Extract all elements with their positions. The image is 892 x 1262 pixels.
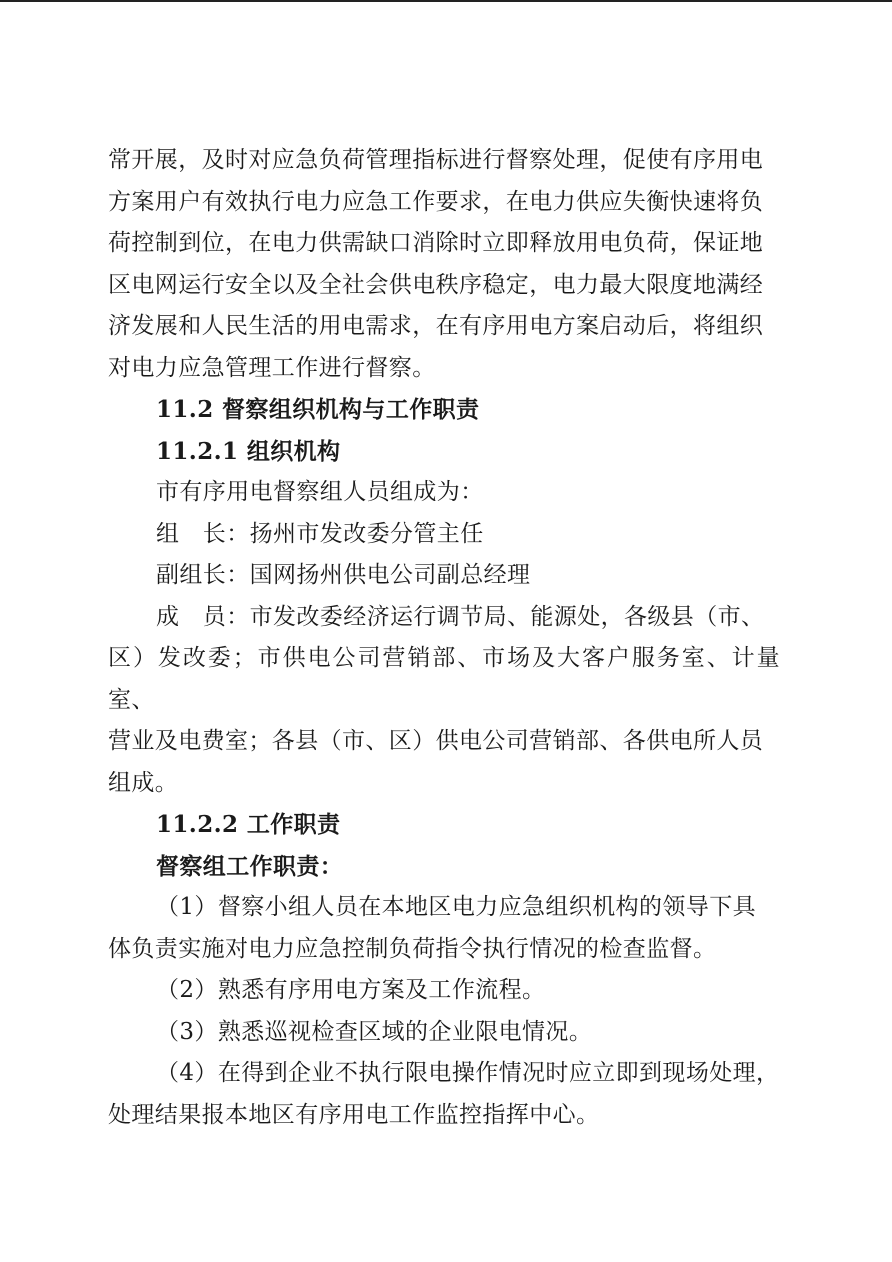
duty-item-line: （4）在得到企业不执行限电操作情况时应立即到现场处理， [156, 1060, 780, 1086]
duty-item-line: 处理结果报本地区有序用电工作监控指挥中心。 [108, 1101, 600, 1128]
document-body [108, 140, 780, 1136]
section-heading-11-2-2: 11.2.2 工作职责 [156, 811, 341, 838]
body-text-line: 荷控制到位，在电力供需缺口消除时立即释放用电负荷，保证地 [108, 230, 764, 256]
duty-item-line: 体负责实施对电力应急控制负荷指令执行情况的检查监督。 [108, 935, 717, 962]
org-intro-text: 市有序用电督察组人员组成为： [156, 479, 484, 505]
duty-item-line: （3）熟悉巡视检查区域的企业限电情况。 [156, 1018, 593, 1045]
org-members-line: 区）发改委；市供电公司营销部、市场及大客户服务室、计量室、 [108, 645, 780, 713]
org-deputy-text: 副组长：国网扬州供电公司副总经理 [156, 562, 531, 588]
section-heading-11-2: 11.2 督察组织机构与工作职责 [156, 396, 480, 423]
duty-title: 督察组工作职责： [156, 852, 344, 880]
page-top-border [0, 0, 892, 2]
body-text-line: 济发展和人民生活的用电需求，在有序用电方案启动后，将组织 [108, 313, 764, 339]
org-members-line: 成 员：市发改委经济运行调节局、能源处，各级县（市、 [156, 603, 765, 630]
duty-item-line: （1）督察小组人员在本地区电力应急组织机构的领导下具 [156, 894, 757, 920]
body-text-line: 区电网运行安全以及全社会供电秩序稳定，电力最大限度地满经 [108, 271, 764, 298]
body-text-line: 对电力应急管理工作进行督察。 [108, 354, 436, 381]
body-text-line: 常开展，及时对应急负荷管理指标进行督察处理，促使有序用电 [108, 147, 764, 173]
body-text-line: 方案用户有效执行电力应急工作要求，在电力供应失衡快速将负 [108, 188, 764, 215]
duty-item-line: （2）熟悉有序用电方案及工作流程。 [156, 977, 546, 1003]
section-heading-11-2-1: 11.2.1 组织机构 [156, 437, 341, 465]
org-members-line: 组成。 [108, 769, 179, 796]
org-members-line: 营业及电费室；各县（市、区）供电公司营销部、各供电所人员 [108, 728, 764, 754]
org-leader-text: 组 长：扬州市发改委分管主任 [156, 520, 484, 547]
